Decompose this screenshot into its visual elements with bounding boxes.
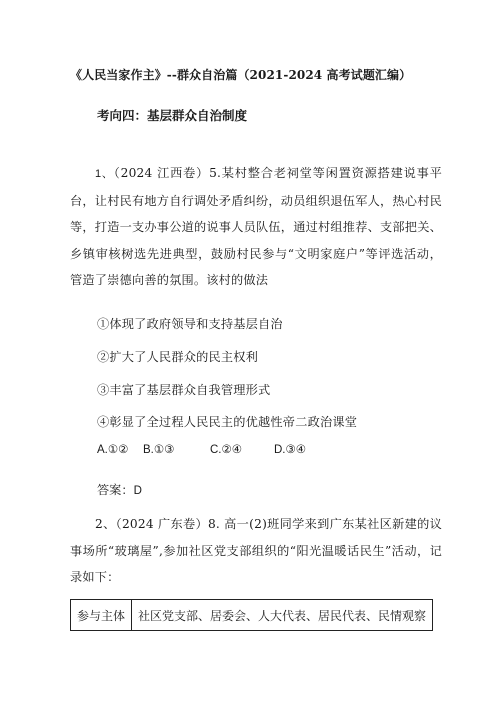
question-2 bbox=[70, 511, 442, 591]
question-2-text: 8. 高一(2)班同学来到广东某社区新建的议事场所“玻璃屋”,参加社区党支部组织的“阳光温暖话民生”活动，记录如下： bbox=[70, 517, 442, 584]
answer-label: 答案： bbox=[97, 483, 134, 497]
question-2-number: 2、 bbox=[95, 517, 116, 531]
choice-c: C.②④ bbox=[210, 444, 243, 456]
table-row bbox=[71, 600, 433, 631]
question-1-source: （2024 江西卷） bbox=[113, 166, 210, 180]
record-table bbox=[70, 599, 433, 631]
document-title: 《人民当家作主》--群众自治篇（2021-2024 高考试题汇编） bbox=[70, 68, 412, 82]
choice-list bbox=[97, 442, 417, 462]
question-1 bbox=[70, 160, 442, 294]
option-3: ③丰富了基层群众自我管理形式 bbox=[97, 383, 271, 397]
option-4: ④彰显了全过程人民民主的优越性帝二政治课堂 bbox=[97, 415, 358, 429]
table-cell-key: 参与主体 bbox=[71, 600, 132, 631]
answer-line bbox=[97, 481, 142, 498]
choice-b: B.①③ bbox=[143, 444, 175, 456]
option-1: ①体现了政府领导和支持基层自治 bbox=[97, 317, 283, 331]
option-2: ②扩大了人民群众的民主权利 bbox=[97, 350, 259, 364]
section-heading: 考向四：基层群众自治制度 bbox=[97, 108, 248, 123]
question-1-text: 5.某村整合老祠堂等闲置资源搭建说事平台，让村民有地方自行调处矛盾纠纷，动员组织退伍军人，热心村民等，打造一支办事公道的说事人员队伍，通过村组推荐、支部把关、乡镇审核树选先进典型，鼓励村民参与“文明家庭户”等评选活动，管造了崇德向善的氛围。该村的做法 bbox=[70, 166, 442, 287]
question-2-source: （2024 广东卷） bbox=[115, 517, 208, 531]
choice-d: D.③④ bbox=[274, 444, 307, 456]
answer-value: D bbox=[133, 485, 142, 497]
table-cell-value: 社区党支部、居委会、人大代表、居民代表、民情观察 bbox=[132, 600, 433, 631]
question-1-number: 1、 bbox=[95, 168, 114, 180]
choice-a: A.①② bbox=[97, 444, 129, 456]
